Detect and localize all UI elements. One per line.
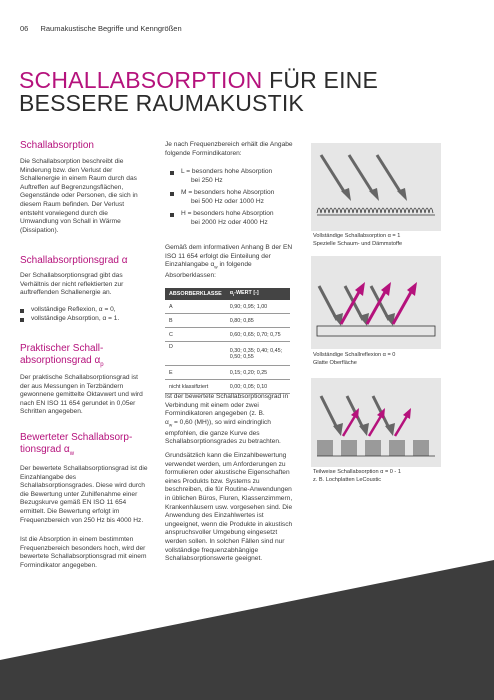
list-item: M = besonders hohe Absorption bei 500 Hz oder 1000 Hz [170, 189, 300, 206]
list-item: vollständige Reflexion, α = 0, [20, 306, 148, 315]
heading-bewertet: Bewerteter Schallabsorp- tionsgrad $\alpha_w$ [20, 432, 133, 457]
column-header: $\alpha_i$-WERT [-] [226, 288, 290, 300]
table-header-row [165, 288, 290, 300]
heading-praktisch: Praktischer Schall- absorptionsgrad $\alpha_p$ [20, 343, 104, 368]
section-title: Raumakustische Begriffe und Kenngrößen [40, 24, 182, 33]
para-praktisch: Der praktische Schallabsorptionsgrad ist der aus Messungen in Terzbändern gewonnene gemittelte Oktavwert und wird nach EN ISO 11 654 gerundet in 0,05er Schritten angegeben. [20, 374, 143, 416]
table-row: B 0,80; 0,85 [165, 314, 290, 328]
footer-decoration [0, 560, 494, 700]
list-item: L = besonders hohe Absorption bei 250 Hz [170, 168, 300, 185]
table-row: C 0,60; 0,65; 0,70; 0,75 [165, 328, 290, 342]
caption-full-absorption: Vollständige Schallabsorption α = 1 Spezielle Schaum- und Dämmstoffe [313, 233, 403, 247]
column-header: ABSORBERKLASSE [165, 288, 226, 300]
title-rest: FÜR EINE [262, 67, 379, 93]
para-frequenzbereich: Je nach Frequenzbereich erhält die Angabe folgende Formindikatoren: [165, 141, 293, 157]
diagram-full-absorption [311, 143, 441, 231]
diagram-partial-absorption [311, 378, 441, 467]
heading-schallabsorption: Schallabsorption [20, 140, 94, 151]
table-row: nicht klassifiziert 0,00; 0,05; 0,10 [165, 380, 290, 394]
table-row: E 0,15; 0,20; 0,25 [165, 366, 290, 380]
page-header [20, 24, 192, 33]
title-line2: BESSERE RAUMAKUSTIK [19, 90, 304, 116]
alpha-list [20, 306, 148, 323]
para-schallabsorption: Die Schallabsorption beschreibt die Minderung bzw. den Verlust der Schallenergie in einem Raum durch das Auftreffen auf Begrenzungsflächen, Gegenstände oder Personen, die sich in diesem Raum befinden. Der Verlust entsteht vorwiegend durch die Umwandlung von Schall in Wärme (Dissipation). [20, 158, 138, 234]
table-row: A 0,90; 0,95; 1,00 [165, 300, 290, 314]
para-einzahlbewertung: Grundsätzlich kann die Einzahlbewertung verwendet werden, um Anforderungen zu formulieren oder akustische Eigenschaften eines Produkts bzw. Systems zu beschreiben, die für Routine-Anwendungen in üblichen Büros, Fluren, Klassenzimmern, Krankenhäusern usw. vorgesehen sind. Die Anwendung des Einzahlwertes ist ungeeignet, wenn die Produkte in akustisch anspruchsvoller Umgebung eingesetzt werden sollen. In solchen Fällen sind nur vollständige frequenzabhängige Schallabsorptionswerte geeignet. [165, 452, 293, 563]
caption-full-reflection: Vollständige Schallreflexion α = 0 Glatte Oberfläche [313, 352, 396, 366]
diagram-full-reflection [311, 256, 441, 349]
para-bewerteter-grad: Ist der bewertete Schallabsorptionsgrad in Verbindung mit einem oder zwei Formindikatoren angegeben (z. B. $\alpha_w = 0,60$ (MH)), so wird eindringlich empfohlen, die ganze Kurve des Schallabsorptionsgrades zu betrachten. [165, 393, 289, 446]
formindikator-list [170, 168, 300, 232]
list-item: vollständige Absorption, α = 1. [20, 315, 148, 324]
absorberklassen-table [165, 288, 290, 394]
title-accent: SCHALLABSORPTION [19, 67, 263, 93]
list-item: H = besonders hohe Absorption bei 2000 Hz oder 4000 Hz [170, 210, 300, 227]
page-number: 06 [20, 24, 29, 33]
page-title [19, 69, 378, 115]
para-absorptionsgrad: Der Schallabsorptionsgrad gibt das Verhältnis der nicht reflektierten zur auftreffenden Schallenergie an. [20, 272, 124, 297]
caption-partial-absorption: Teilweise Schallabsorption α = 0 - 1 z. B. Lochplatten LeCoustic [313, 469, 401, 483]
heading-absorptionsgrad: Schallabsorptionsgrad α [20, 255, 128, 266]
para-bewertet: Der bewertete Schallabsorptionsgrad ist die Einzahlangabe des Schallabsorptionsgrades. Diese wird durch die Bewertung unter Zuhilfenahme einer Bezugskurve gemäß EN ISO 11 654 ermittelt. Die Bewertung erfolgt im Frequenzbereich von 250 Hz bis 4000 Hz. [20, 465, 148, 524]
para-absorberklassen: Gemäß dem informativen Anhang B der EN ISO 11 654 erfolgt die Einteilung der Einzahlangabe $\alpha_w$ in folgende Absorberklassen: [165, 244, 293, 280]
para-formindikator: Ist die Absorption in einem bestimmten Frequenzbereich besonders hoch, wird der bewertete Schallabsorptionsgrad mit einem Formindikator angegeben. [20, 536, 147, 569]
table-row: D 0,30; 0,35; 0,40; 0,45; 0,50; 0,55 [165, 342, 290, 366]
